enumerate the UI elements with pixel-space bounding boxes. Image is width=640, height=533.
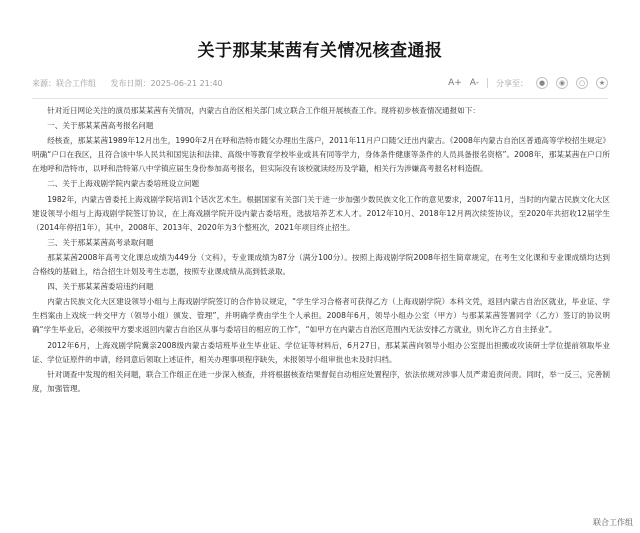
- section-paragraph-4b: 2012年6月，上海戏剧学院冀亲2008级内蒙古委培班毕业生毕业证、学位证等材料后，6月27日，那某某茜向领导小组办公室提出担搬或攻读研士学位提前领取毕业证、学位证原件的申请，经同意后领取上述证件，相关办理事项程序缺失，未报领导小组审批也未及时归档。: [32, 340, 610, 364]
- share-label: 分享至：: [496, 78, 528, 88]
- qq-share-icon[interactable]: ○: [576, 77, 588, 89]
- font-smaller-button[interactable]: A-: [469, 78, 479, 88]
- section-paragraph-3: 那某某茜2008年高考文化课总成绩为449分（文科），专业课成绩为87分（满分100分）。按照上海戏剧学院2008年招生简章规定，在考生文化课和专业课成绩均达到合格线的基础上，结合招生计划及考生志愿，按照专业课成绩从高到低录取。: [32, 252, 610, 277]
- page-title: 关于那某某茜有关情况核查通报: [197, 41, 443, 61]
- section-heading-4: 四、关于那某某茜委培违约问题: [47, 282, 154, 292]
- section-paragraph-1: 经核查，那某某茜1989年12月出生，1990年2月在呼和浩特市随父办理出生落户，2011年11月户口随父迁出内蒙古。《2008年内蒙古自治区普通高等学校招生规定》明确“户口在我区，且符合该中华人民共和国宪法和法律、高级中等教育学校毕业或具有同等学力，身体条件健康等条件的人员具备报名资格”。2008年，那某某茜在户口所在地呼和浩特市，以呼和浩特第八中学镇应届生身份参加高考报名，但实际没有该校就读经历及学籍，相关行为涉嫌高考报名材料造假。: [32, 136, 610, 174]
- article-tools: [448, 75, 608, 91]
- weibo-share-icon[interactable]: ◉: [556, 77, 568, 89]
- qzone-share-icon[interactable]: ★: [596, 77, 608, 89]
- source-label: 来源：联合工作组: [32, 79, 96, 88]
- meta-info: [32, 78, 235, 89]
- closing-paragraph: 针对调查中发现的相关问题，联合工作组正在进一步深入核查，并将根据核查结果督促自动相应处置程序，依法依规对涉事人员严肃追责问责。同时，举一反三，完善制度，加强管理。: [32, 369, 610, 393]
- publish-time: 发布日期：2025-06-21 21:40: [110, 79, 223, 88]
- article-meta: [32, 75, 608, 91]
- tool-divider: [487, 78, 488, 88]
- section-heading-2: 二、关于上海戏剧学院内蒙古委培班设立问题: [47, 179, 200, 189]
- wechat-share-icon[interactable]: ●: [536, 77, 548, 89]
- font-larger-button[interactable]: A+: [448, 78, 462, 88]
- issuer-stamp: 联合工作组: [590, 516, 636, 529]
- section-paragraph-4a: 内蒙古民族文化大区建设领导小组与上海戏剧学院签订的合作协议规定，“学生学习合格者可获得乙方（上海戏剧学院）本科文凭，返回内蒙古自治区就业，毕业证、学生档案由上戏统一转交甲方（领导小组）颁发、管理”，并明确学费由学生个人承担。2008年6月，领导小组办公室（甲方）与那某某茜签署同学（乙方）签订的协议明确“学生毕业后，必须按甲方要求返回内蒙古自治区从事与委培目的相应的工作”，“如甲方在内蒙古自治区范围内无法安排乙方就业，则允许乙方自主择业”。: [32, 297, 610, 335]
- divider: [32, 98, 608, 99]
- section-heading-1: 一、关于那某某茜高考报名问题: [47, 121, 154, 131]
- intro-paragraph: 针对近日网论关注的演员那某某茜有关情况，内蒙古自治区相关部门成立联合工作组开展核查工作。现将初步核查情况通报如下：: [47, 106, 481, 115]
- section-paragraph-2: 1982年，内蒙古曾委托上海戏剧学院培训1个话次艺术生。根据国家有关部门关于进一步加强少数民族文化工作的意见要求，2007年11月，当时的内蒙古民族文化大区建设领导小组与上海戏剧学院签订协议，在上海戏剧学院开设内蒙古委培班，选拔培养艺术人才。2012年10月、2018年12月两次续签协议，至2020年共招收12届学生（2014年停招1年），其中，2008年、2013年、2020年为3个整班次，2021年项目终止招生。: [32, 194, 610, 232]
- article-body: [32, 104, 610, 397]
- section-heading-3: 三、关于那某某茜高考录取问题: [47, 237, 154, 247]
